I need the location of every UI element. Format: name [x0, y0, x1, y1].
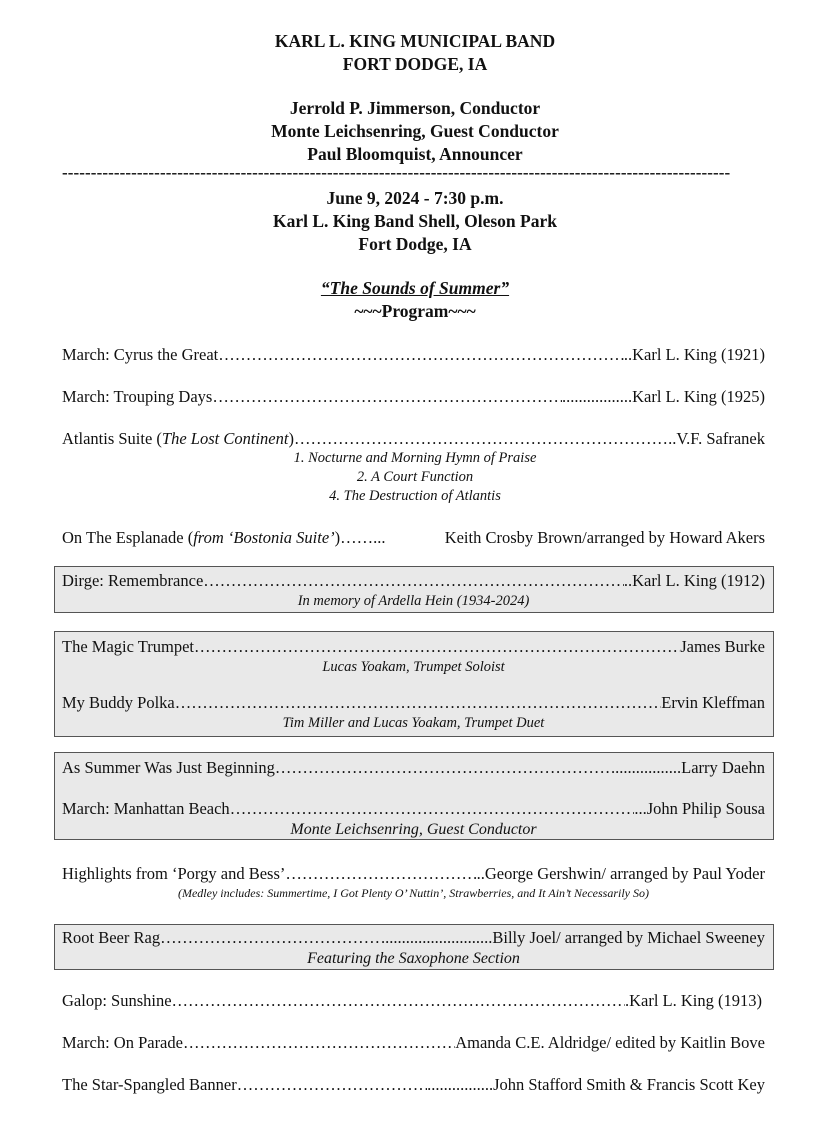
piece-title: On The Esplanade (from ‘Bostonia Suite’)……... [62, 528, 386, 547]
concert-title: “The Sounds of Summer” [320, 278, 510, 298]
program-theme [0, 277, 830, 323]
boxed-summer-sousa [54, 752, 774, 840]
piece-title: Galop: Sunshine [62, 991, 172, 1010]
staff-block [0, 97, 830, 166]
piece-composer: .Karl L. King (1913) [624, 991, 762, 1010]
movement-item: 4. The Destruction of Atlantis [329, 488, 501, 504]
piece-title: As Summer Was Just Beginning [62, 758, 275, 777]
boxed-dirge [54, 566, 774, 613]
piece-title: My Buddy Polka [62, 693, 175, 712]
piece-composer: Amanda C.E. Aldridge/ edited by Kaitlin Bove [455, 1033, 765, 1052]
piece-title: March: On Parade [62, 1033, 183, 1052]
announcer-name: Paul Bloomquist, Announcer [307, 144, 523, 164]
piece-composer: .................Larry Daehn [611, 758, 765, 777]
program-item-atlantis [62, 428, 765, 450]
movement-item: 2. A Court Function [356, 469, 474, 485]
piece-title: Atlantis Suite (The Lost Continent) [62, 429, 294, 448]
piece-composer: ..V.F. Safranek [668, 429, 765, 448]
dashed-divider: -------------------------------------------------------------------------------------------------------------------- [62, 163, 731, 182]
event-city: Fort Dodge, IA [358, 234, 472, 254]
band-city: FORT DODGE, IA [342, 54, 488, 74]
program-item-esplanade [62, 527, 765, 549]
piece-composer: ...........................Billy Joel/ arranged by Michael Sweeney [380, 928, 765, 947]
conductor-name: Jerrold P. Jimmerson, Conductor [289, 98, 541, 118]
program-heading: ~~~Program~~~ [354, 301, 476, 321]
program-item-root-beer-rag [62, 927, 765, 969]
piece-note: Monte Leichsenring, Guest Conductor [290, 821, 537, 838]
program-item-porgy-bess [62, 863, 765, 901]
event-details [0, 187, 830, 256]
atlantis-movements [0, 449, 830, 506]
piece-note: Tim Miller and Lucas Yoakam, Trumpet Duet [282, 715, 545, 731]
program-item-on-parade [62, 1032, 765, 1054]
boxed-root-beer [54, 924, 774, 970]
program-item-dirge [62, 570, 765, 611]
piece-note: Featuring the Saxophone Section [307, 950, 520, 967]
piece-title: Highlights from ‘Porgy and Bess’ [62, 864, 286, 883]
boxed-trumpet-features [54, 631, 774, 737]
piece-composer: James Burke [680, 637, 765, 656]
piece-note: Lucas Yoakam, Trumpet Soloist [322, 659, 505, 675]
band-header [0, 30, 830, 76]
movement-item: 1. Nocturne and Morning Hymn of Praise [293, 450, 537, 466]
guest-conductor-name: Monte Leichsenring, Guest Conductor [271, 121, 559, 141]
program-item-summer-beginning [62, 757, 765, 779]
piece-composer: ...John Philip Sousa [634, 799, 765, 818]
program-item-cyrus [62, 344, 765, 366]
piece-composer: ..Karl L. King (1912) [623, 571, 765, 590]
piece-title: Dirge: Remembrance [62, 571, 204, 590]
piece-composer: ..Karl L. King (1921) [623, 345, 765, 364]
piece-title: March: Cyrus the Great [62, 345, 219, 364]
event-venue: Karl L. King Band Shell, Oleson Park [273, 211, 557, 231]
band-name: KARL L. KING MUNICIPAL BAND [274, 31, 556, 51]
piece-composer: .................Karl L. King (1925) [561, 387, 765, 406]
program-item-magic-trumpet [62, 636, 765, 677]
piece-title: Root Beer Rag [62, 928, 161, 947]
piece-composer: Ervin Kleffman [661, 693, 765, 712]
program-item-manhattan-beach [62, 798, 765, 840]
piece-composer: ................John Stafford Smith & Francis Scott Key [427, 1075, 765, 1094]
event-date: June 9, 2024 - 7:30 p.m. [326, 188, 504, 208]
piece-composer: Keith Crosby Brown/arranged by Howard Akers [444, 528, 765, 547]
program-item-star-spangled-banner [62, 1074, 765, 1096]
program-item-buddy-polka [62, 692, 765, 733]
program-item-galop-sunshine [62, 990, 765, 1012]
piece-composer: ..George Gershwin/ arranged by Paul Yoder [476, 864, 765, 883]
piece-title: The Star-Spangled Banner [62, 1075, 237, 1094]
piece-note: In memory of Ardella Hein (1934-2024) [297, 593, 530, 609]
piece-note: (Medley includes: Summertime, I Got Plenty O’ Nuttin’, Strawberries, and It Ain’t Necessarily So) [177, 886, 650, 900]
piece-title: March: Manhattan Beach [62, 799, 230, 818]
piece-title: The Magic Trumpet [62, 637, 194, 656]
program-item-trouping [62, 386, 765, 408]
piece-title: March: Trouping Days [62, 387, 213, 406]
